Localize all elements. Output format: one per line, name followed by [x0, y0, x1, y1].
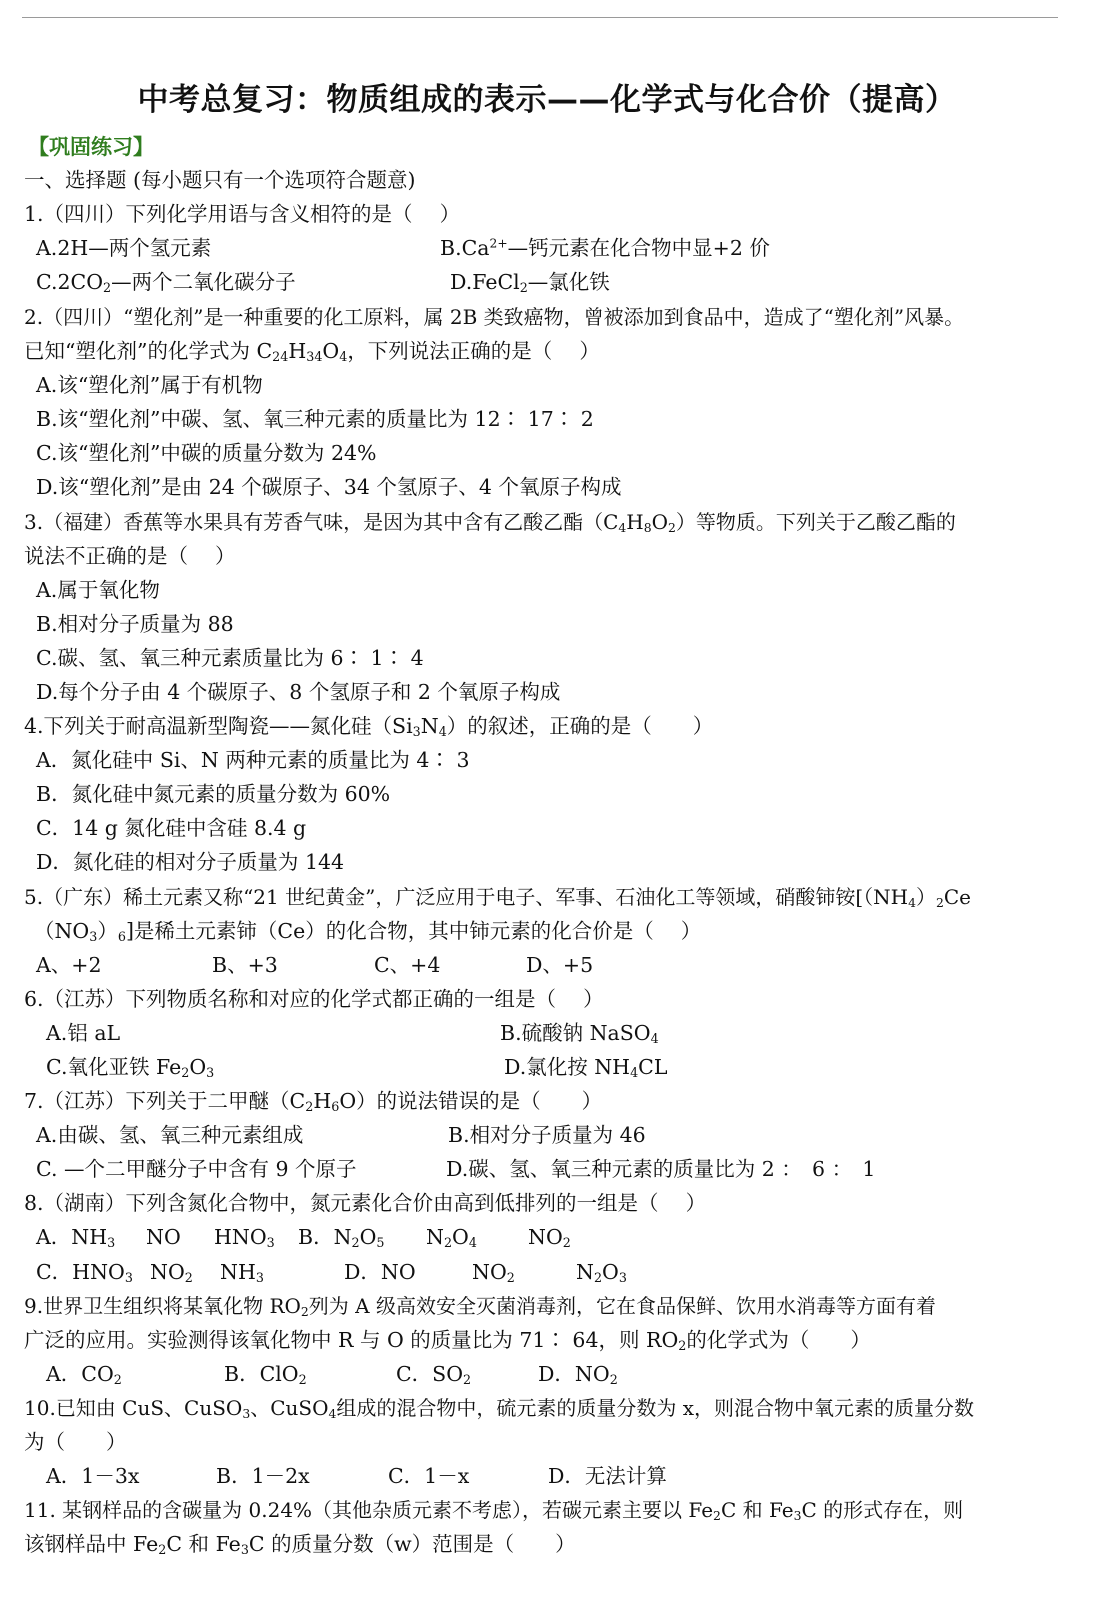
question-8-option-d: D．NO	[344, 1260, 416, 1284]
question-5-option-d: D、+5	[526, 953, 594, 977]
question-4-option-c: C．14 g 氮化硅中含硅 8.4 g	[36, 816, 307, 840]
question-6-option-b: B.硫酸钠 NaSO$_4$	[500, 1021, 659, 1047]
question-8: 8.（湖南）下列含氮化合物中，氮元素化合价由高到低排列的一组是（ ）	[24, 1191, 707, 1215]
question-9-option-a: A．$CO_2$	[46, 1362, 122, 1388]
question-9-line-2: 广泛的应用。实验测得该氧化物中 R 与 O 的质量比为 71∶ 64，则 $RO_2$的化学式为（ ）	[24, 1328, 871, 1354]
question-5-option-c: C、+4	[374, 953, 441, 977]
question-8-option-d-item-2: $NO_2$	[472, 1260, 515, 1286]
question-11-line-2: 该钢样品中 $Fe_2C$ 和 $Fe_3C$ 的质量分数（w）范围是（ ）	[24, 1532, 576, 1558]
question-2-option-b: B.该“塑化剂”中碳、氢、氧三种元素的质量比为 12∶ 17∶ 2	[36, 407, 594, 431]
question-2-line-1: 2.（四川）“塑化剂”是一种重要的化工原料，属 2B 类致癌物，曾被添加到食品中，造成了“塑化剂”风暴。	[24, 305, 965, 329]
question-9-option-d: D．$NO_2$	[538, 1362, 618, 1388]
question-3-line-1: 3.（福建）香蕉等水果具有芳香气味，是因为其中含有乙酸乙酯$(C_4H_8O_2)$等物质。下列关于乙酸乙酯的	[24, 510, 956, 536]
question-3-option-a: A.属于氧化物	[36, 578, 160, 602]
page-title: 中考总复习：物质组成的表示——化学式与化合价（提高）	[137, 82, 957, 118]
question-2-line-2: 已知“塑化剂”的化学式为 $C_{24}H_{34}O_4$，下列说法正确的是（ ）	[24, 339, 600, 365]
question-1-option-a: A.2H—两个氢元素	[36, 236, 212, 260]
question-8-option-c-item-2: $NO_2$	[150, 1260, 193, 1286]
question-8-option-b: B．$N_2O_5$	[298, 1225, 385, 1251]
question-3-line-2: 说法不正确的是（ ）	[24, 544, 236, 568]
question-7: 7.（江苏）下列关于二甲醚$(C_2H_6O)$的说法错误的是（ ）	[24, 1089, 603, 1115]
question-8-option-b-item-3: $NO_2$	[528, 1225, 571, 1251]
question-4: 4.下列关于耐高温新型陶瓷——氮化硅$(Si_3N_4)$的叙述，正确的是（ ）	[24, 714, 714, 740]
question-8-option-d-item-3: $N_2O_3$	[576, 1260, 627, 1286]
question-2-option-a: A.该“塑化剂”属于有机物	[36, 373, 263, 397]
question-7-option-c: C. —个二甲醚分子中含有 9 个原子	[36, 1157, 357, 1181]
question-4-option-a: A．氮化硅中 Si、N 两种元素的质量比为 4∶ 3	[36, 748, 470, 772]
question-6-option-d: D.氯化按 $NH_4CL$	[504, 1055, 668, 1081]
question-9-line-1: 9.世界卫生组织将某氧化物 $RO_2$列为 A 级高效安全灭菌消毒剂，它在食品保鲜、饮用水消毒等方面有着	[24, 1294, 936, 1320]
question-1-option-d: D.FeCl$_2$—氯化铁	[450, 270, 610, 296]
part-heading: 一、选择题 (每小题只有一个选项符合题意)	[24, 168, 416, 192]
question-2-option-c: C.该“塑化剂”中碳的质量分数为 24%	[36, 441, 377, 465]
question-8-option-a-item-3: $HNO_3$	[214, 1225, 275, 1251]
question-10-line-2: 为（ ）	[24, 1430, 127, 1454]
question-3-option-c: C.碳、氢、氧三种元素质量比为 6∶ 1∶ 4	[36, 646, 424, 670]
question-8-option-c-item-3: $NH_3$	[220, 1260, 264, 1286]
question-8-option-b-item-2: $N_2O_4$	[426, 1225, 477, 1251]
question-10-option-c: C．1－x	[388, 1464, 470, 1488]
question-8-option-a-item-2: NO	[146, 1225, 181, 1249]
question-10-option-a: A．1－3x	[46, 1464, 140, 1488]
question-1-option-b: $B.Ca^{2+}—$钙元素在化合物中显+2 价	[440, 236, 770, 260]
question-10-option-d: D．无法计算	[548, 1464, 667, 1488]
question-1-option-c: $C.2CO_2—$两个二氧化碳分子	[36, 270, 296, 296]
question-9-option-c: C．$SO_2$	[396, 1362, 472, 1388]
question-4-option-d: D．氮化硅的相对分子质量为 144	[36, 850, 345, 874]
question-2-option-d: D.该“塑化剂”是由 24 个碳原子、34 个氢原子、4 个氧原子构成	[36, 475, 622, 499]
question-5-line-2: $(NO_3)_6$]是稀土元素铈（Ce）的化合物，其中铈元素的化合价是（ ）	[34, 919, 702, 945]
question-7-option-d: D.碳、氢、氧三种元素的质量比为 2 ： 6 ： 1	[446, 1157, 876, 1181]
question-3-option-d: D.每个分子由 4 个碳原子、8 个氢原子和 2 个氧原子构成	[36, 680, 561, 704]
question-10-line-1: 10.已知由 CuS、CuSO$_3$、CuSO$_4$组成的混合物中，硫元素的质量分数为 x，则混合物中氧元素的质量分数	[24, 1396, 975, 1422]
question-9-option-b: B．ClO$_2$	[224, 1362, 307, 1388]
top-rule	[22, 17, 1058, 18]
question-6-option-c: C.氧化亚铁 $Fe_2O_3$	[46, 1055, 215, 1081]
question-6-option-a: A.铝 aL	[46, 1021, 121, 1045]
question-5-option-a: A、+2	[36, 953, 102, 977]
question-10-option-b: B．1－2x	[216, 1464, 310, 1488]
question-4-option-b: B．氮化硅中氮元素的质量分数为 60%	[36, 782, 391, 806]
question-6: 6.（江苏）下列物质名称和对应的化学式都正确的一组是（ ）	[24, 987, 604, 1011]
question-1: 1.（四川）下列化学用语与含义相符的是（ ）	[24, 202, 461, 226]
section-label: 【巩固练习】	[28, 135, 154, 159]
question-7-option-a: A.由碳、氢、氧三种元素组成	[36, 1123, 304, 1147]
question-5-option-b: B、+3	[212, 953, 278, 977]
question-3-option-b: B.相对分子质量为 88	[36, 612, 234, 636]
question-7-option-b: B.相对分子质量为 46	[448, 1123, 646, 1147]
question-8-option-c: C．$HNO_3$	[36, 1260, 133, 1286]
question-11-line-1: 11. 某钢样品的含碳量为 0.24%（其他杂质元素不考虑），若碳元素主要以 $Fe_2C$ 和 $Fe_3C$ 的形式存在，则	[24, 1498, 964, 1524]
question-8-option-a: A．$NH_3$	[36, 1225, 116, 1251]
question-5-line-1: 5.（广东）稀土元素又称“21 世纪黄金”，广泛应用于电子、军事、石油化工等领域，硝酸铈铵[$(NH_4)_2Ce$	[24, 885, 972, 911]
